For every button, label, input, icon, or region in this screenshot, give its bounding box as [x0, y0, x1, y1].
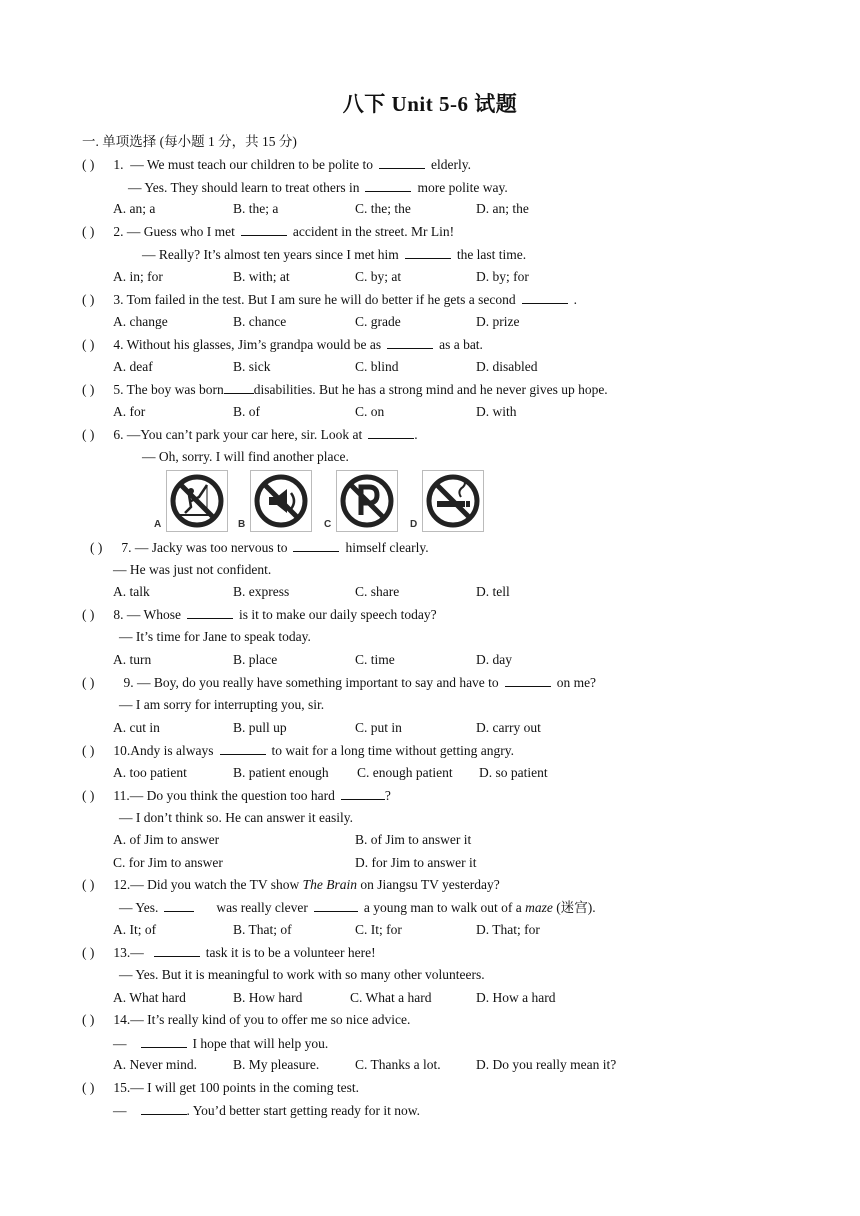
question-14-reply: — I hope that will help you.	[113, 1033, 328, 1053]
question-12: ( ) 12.— Did you watch the TV show The Brain on Jiangsu TV yesterday?	[82, 875, 500, 895]
option-b: B. of Jim to answer it	[355, 832, 472, 847]
answer-blank	[220, 740, 266, 755]
option-b: B. of	[233, 404, 260, 419]
answer-blank	[505, 672, 551, 687]
option-d: D. prize	[476, 314, 520, 329]
answer-paren[interactable]: ( )	[82, 427, 95, 442]
option-d: D. How a hard	[476, 990, 556, 1005]
option-d: D. so patient	[479, 765, 548, 780]
answer-paren[interactable]: ( )	[82, 157, 95, 172]
answer-blank	[522, 289, 568, 304]
question-14: ( ) 14.— It’s really kind of you to offer me so nice advice.	[82, 1010, 410, 1030]
sign-letter-d: D	[410, 519, 418, 530]
question-9-reply: — I am sorry for interrupting you, sir.	[119, 697, 325, 712]
option-d: D. by; for	[476, 269, 529, 284]
question-6-reply: — Oh, sorry. I will find another place.	[142, 449, 349, 464]
answer-paren[interactable]: ( )	[82, 743, 95, 758]
option-b: B. My pleasure.	[233, 1057, 320, 1072]
option-d: D. carry out	[476, 720, 541, 735]
option-a: A. talk	[113, 584, 150, 599]
option-b: B. the; a	[233, 201, 279, 216]
question-4: ( ) 4. Without his glasses, Jim’s grandpa would be as as a bat.	[82, 334, 483, 354]
answer-blank	[314, 897, 358, 912]
option-a: A. an; a	[113, 201, 156, 216]
no-fishing-sign	[166, 470, 228, 532]
question-1-reply: — Yes. They should learn to treat others in more polite way.	[128, 177, 508, 197]
option-b: B. patient enough	[233, 765, 329, 780]
sign-letter-b: B	[238, 519, 246, 530]
option-c: C. It; for	[355, 922, 402, 937]
no-horn-icon	[251, 471, 311, 531]
question-15-reply: — . You’d better start getting ready for it now.	[113, 1100, 420, 1120]
no-smoking-icon	[423, 471, 483, 531]
question-7-reply: — He was just not confident.	[113, 562, 272, 577]
option-d: D. for Jim to answer it	[355, 855, 477, 870]
question-7: ( ) 7. — Jacky was too nervous to himself clearly.	[90, 537, 429, 557]
option-d: D. an; the	[476, 201, 529, 216]
no-fishing-icon	[167, 471, 227, 531]
answer-blank	[141, 1033, 187, 1048]
sign-options	[152, 470, 487, 532]
answer-paren[interactable]: ( )	[82, 788, 95, 803]
option-d: D. day	[476, 652, 512, 667]
answer-blank	[141, 1100, 187, 1115]
no-smoking-sign	[422, 470, 484, 532]
question-9: ( ) 9. — Boy, do you really have something important to say and have to on me?	[82, 672, 596, 692]
question-13: ( ) 13.— task it is to be a volunteer here!	[82, 942, 376, 962]
option-d: D. Do you really mean it?	[476, 1057, 617, 1072]
option-b: B. How hard	[233, 990, 303, 1005]
answer-blank	[405, 244, 451, 259]
answer-blank	[368, 424, 414, 439]
option-a: A. turn	[113, 652, 152, 667]
no-parking-sign	[336, 470, 398, 532]
option-c: C. the; the	[355, 201, 411, 216]
answer-blank	[293, 537, 339, 552]
answer-paren[interactable]: ( )	[82, 675, 95, 690]
option-b: B. express	[233, 584, 290, 599]
question-6: ( ) 6. —You can’t park your car here, sir. Look at .	[82, 424, 418, 444]
question-2-reply: — Really? It’s almost ten years since I met him the last time.	[142, 244, 526, 264]
question-5: ( ) 5. The boy was born disabilities. But he has a strong mind and he never gives up hope.	[82, 379, 608, 399]
option-a: A. for	[113, 404, 146, 419]
answer-paren[interactable]: ( )	[82, 382, 95, 397]
option-a: A. What hard	[113, 990, 186, 1005]
answer-blank	[365, 177, 411, 192]
option-a: A. too patient	[113, 765, 187, 780]
option-b: B. chance	[233, 314, 287, 329]
option-d: D. That; for	[476, 922, 540, 937]
answer-paren[interactable]: ( )	[82, 224, 95, 239]
option-c: C. blind	[355, 359, 399, 374]
sign-letter-a: A	[154, 519, 162, 530]
question-11: ( ) 11.— Do you think the question too hard ?	[82, 785, 391, 805]
answer-blank	[164, 897, 194, 912]
option-a: A. It; of	[113, 922, 157, 937]
answer-paren[interactable]: ( )	[82, 945, 95, 960]
option-c: C. by; at	[355, 269, 402, 284]
no-honking-sign	[250, 470, 312, 532]
option-c: C. What a hard	[350, 990, 432, 1005]
answer-paren[interactable]: ( )	[90, 540, 103, 555]
answer-blank	[224, 379, 254, 394]
answer-blank	[241, 221, 287, 236]
option-c: C. enough patient	[357, 765, 453, 780]
page-title: 八下 Unit 5-6 试题	[342, 92, 518, 116]
answer-paren[interactable]: ( )	[82, 1012, 95, 1027]
answer-blank	[379, 154, 425, 169]
option-d: D. tell	[476, 584, 510, 599]
answer-blank	[341, 785, 385, 800]
option-a: A. of Jim to answer	[113, 832, 220, 847]
question-15: ( ) 15.— I will get 100 points in the coming test.	[82, 1078, 359, 1098]
option-c: C. share	[355, 584, 400, 599]
option-a: A. cut in	[113, 720, 160, 735]
option-c: C. grade	[355, 314, 401, 329]
option-d: D. with	[476, 404, 517, 419]
option-c: C. put in	[355, 720, 402, 735]
answer-paren[interactable]: ( )	[82, 877, 95, 892]
answer-paren[interactable]: ( )	[82, 607, 95, 622]
option-c: C. on	[355, 404, 385, 419]
option-c: C. time	[355, 652, 395, 667]
sign-letter-c: C	[324, 519, 332, 530]
question-1: ( ) 1. — We must teach our children to be polite to elderly.	[82, 154, 471, 174]
option-b: B. sick	[233, 359, 271, 374]
question-2: ( ) 2. — Guess who I met accident in the street. Mr Lin!	[82, 221, 454, 241]
section-heading: 一. 单项选择 (每小题 1 分，共 15 分)	[82, 134, 297, 149]
option-a: A. in; for	[113, 269, 163, 284]
option-a: A. change	[113, 314, 168, 329]
answer-paren[interactable]: ( )	[82, 292, 95, 307]
option-b: B. That; of	[233, 922, 292, 937]
option-b: B. with; at	[233, 269, 290, 284]
question-12-reply: — Yes. was really clever a young man to walk out of a maze (迷宫).	[119, 897, 596, 917]
option-c: C. for Jim to answer	[113, 855, 223, 870]
question-13-reply: — Yes. But it is meaningful to work with so many other volunteers.	[119, 967, 485, 982]
question-8-reply: — It’s time for Jane to speak today.	[119, 629, 311, 644]
option-a: A. deaf	[113, 359, 153, 374]
answer-paren[interactable]: ( )	[82, 1080, 95, 1095]
question-11-reply: — I don’t think so. He can answer it easily.	[119, 810, 353, 825]
option-a: A. Never mind.	[113, 1057, 197, 1072]
answer-blank	[154, 942, 200, 957]
option-b: B. place	[233, 652, 278, 667]
option-d: D. disabled	[476, 359, 538, 374]
no-parking-icon	[337, 471, 397, 531]
answer-paren[interactable]: ( )	[82, 337, 95, 352]
question-10: ( ) 10.Andy is always to wait for a long time without getting angry.	[82, 740, 514, 760]
question-3: ( ) 3. Tom failed in the test. But I am sure he will do better if he gets a second .	[82, 289, 577, 309]
option-c: C. Thanks a lot.	[355, 1057, 441, 1072]
answer-blank	[387, 334, 433, 349]
question-8: ( ) 8. — Whose is it to make our daily speech today?	[82, 604, 437, 624]
option-b: B. pull up	[233, 720, 287, 735]
answer-blank	[187, 604, 233, 619]
